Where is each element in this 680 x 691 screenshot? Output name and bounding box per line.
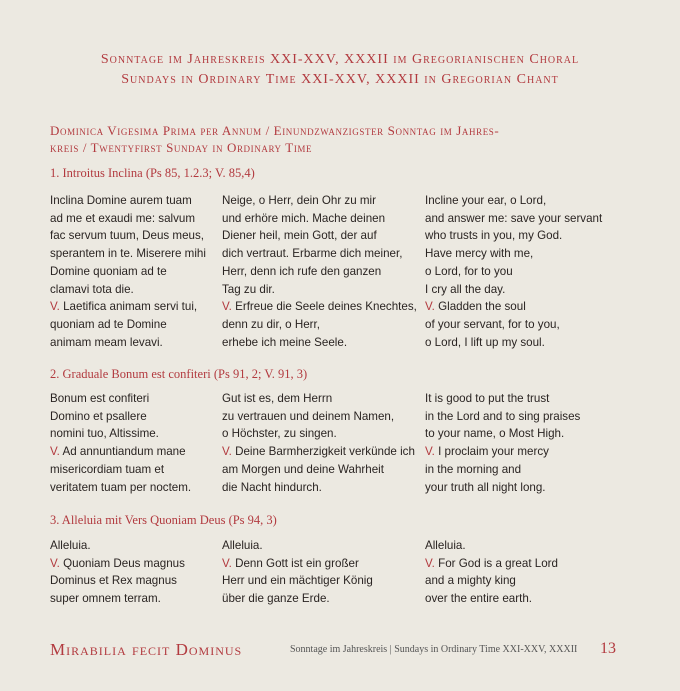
sunday-heading: Dominica Vigesima Prima per Annum / Einundzwanzigster Sonntag im Jahres- kreis / Twentyfirst Sunday in Ordinary Time <box>50 123 500 155</box>
verse-line: veritatem tuam per noctem. <box>50 480 192 494</box>
verse-marker: V. <box>222 300 232 314</box>
verse-marker: V. <box>425 556 435 570</box>
verse-line: am Morgen und deine Wahrheit <box>222 462 384 476</box>
verse-line: V. Quoniam Deus magnus <box>50 556 185 570</box>
verse-line: Dominus et Rex magnus <box>50 574 177 588</box>
verse-line: and a mighty king <box>425 574 516 588</box>
verse-line: V. Denn Gott ist ein großer <box>222 556 359 570</box>
verse-marker: V. <box>50 445 60 459</box>
text-line: Alleluia. <box>425 539 466 552</box>
verse-line: over the entire earth. <box>425 592 532 606</box>
text-line: Alleluia. <box>222 539 263 552</box>
text-line: Neige, o Herr, dein Ohr zu mir <box>222 194 376 207</box>
verse-line: quoniam ad te Domine <box>50 317 167 331</box>
verse-marker: V. <box>50 556 60 570</box>
text-line: Gut ist es, dem Herrn <box>222 392 333 405</box>
text-line: in the Lord and to sing praises <box>425 409 581 423</box>
verse-marker: V. <box>222 556 232 570</box>
verse-line: o Lord, I lift up my soul. <box>425 335 545 349</box>
verse-line: V. Ad annuntiandum mane <box>50 445 186 459</box>
verse-marker: V. <box>50 300 60 314</box>
section-heading: 3. Alleluia mit Vers Quoniam Deus (Ps 94, 3) <box>50 513 277 527</box>
page-number: 13 <box>600 640 616 657</box>
text-line: Alleluia. <box>50 539 91 552</box>
text-line: Tag zu dir. <box>222 282 275 296</box>
text-line: I cry all the day. <box>425 282 506 296</box>
footer-brand: Mirabilia fecit Dominus <box>50 640 243 659</box>
text-line: o Lord, for to you <box>425 264 513 278</box>
english-column <box>425 192 635 351</box>
text-line: clamavi tota die. <box>50 282 134 296</box>
footer-subtitle: Sonntage im Jahreskreis | Sundays in Ordinary Time XXI-XXV, XXXII <box>290 644 578 655</box>
verse-line: die Nacht hindurch. <box>222 480 322 494</box>
verse-line: in the morning and <box>425 462 522 476</box>
page-title-english: Sundays in Ordinary Time XXI-XXV, XXXII in Gregorian Chant <box>121 72 559 87</box>
text-line: and answer me: save your servant <box>425 211 603 225</box>
verse-line: V. I proclaim your mercy <box>425 445 549 459</box>
text-line: fac servum tuum, Deus meus, <box>50 229 204 243</box>
latin-column <box>50 390 220 496</box>
text-line: sperantem in te. Miserere mihi <box>50 247 206 261</box>
latin-column <box>50 537 220 608</box>
text-line: to your name, o Most High. <box>425 427 565 441</box>
text-line: Domine quoniam ad te <box>50 264 167 278</box>
english-column <box>425 390 635 496</box>
verse-line: super omnem terram. <box>50 592 161 606</box>
text-line: o Höchster, zu singen. <box>222 427 337 441</box>
text-line: dich vertraut. Erbarme dich meiner, <box>222 247 403 261</box>
verse-line: animam meam levavi. <box>50 335 163 349</box>
verse-marker: V. <box>425 445 435 459</box>
verse-marker: V. <box>222 445 232 459</box>
text-line: who trusts in you, my God. <box>425 229 563 243</box>
verse-line: V. Gladden the soul <box>425 300 526 314</box>
verse-line: of your servant, for to you, <box>425 317 560 331</box>
verse-line: denn zu dir, o Herr, <box>222 317 320 331</box>
verse-line: misericordiam tuam et <box>50 462 165 476</box>
text-line: zu vertrauen und deinem Namen, <box>222 409 395 423</box>
german-column <box>222 390 422 496</box>
verse-line: V. Laetifica animam servi tui, <box>50 300 198 314</box>
german-column <box>222 192 422 351</box>
section-heading: 2. Graduale Bonum est confiteri (Ps 91, 2; V. 91, 3) <box>50 367 308 381</box>
text-line: It is good to put the trust <box>425 392 550 405</box>
verse-line: V. Erfreue die Seele deines Knechtes, <box>222 300 417 314</box>
text-line: Bonum est confiteri <box>50 392 150 405</box>
text-line: und erhöre mich. Mache deinen <box>222 211 386 225</box>
verse-marker: V. <box>425 300 435 314</box>
text-line: Herr, denn ich rufe den ganzen <box>222 264 382 278</box>
verse-line: über die ganze Erde. <box>222 592 330 606</box>
page-title-german: Sonntage im Jahreskreis XXI-XXV, XXXII im Gregorianischen Choral <box>100 52 580 67</box>
german-column <box>222 537 422 608</box>
verse-line: Herr und ein mächtiger König <box>222 574 373 588</box>
verse-line: V. Deine Barmherzigkeit verkünde ich <box>222 445 415 459</box>
text-line: Inclina Domine aurem tuam <box>50 194 192 207</box>
text-line: Domino et psallere <box>50 409 147 423</box>
latin-column <box>50 192 220 351</box>
verse-line: erhebe ich meine Seele. <box>222 335 348 349</box>
verse-line: V. For God is a great Lord <box>425 556 558 570</box>
page-footer <box>50 640 630 662</box>
english-column <box>425 537 635 608</box>
verse-line: your truth all night long. <box>425 480 546 494</box>
text-line: Incline your ear, o Lord, <box>425 194 547 207</box>
text-line: Diener heil, mein Gott, der auf <box>222 229 377 243</box>
text-line: Have mercy with me, <box>425 247 534 261</box>
text-line: ad me et exaudi me: salvum <box>50 211 195 225</box>
text-line: nomini tuo, Altissime. <box>50 427 159 441</box>
section-heading: 1. Introitus Inclina (Ps 85, 1.2.3; V. 85,4) <box>50 166 255 180</box>
